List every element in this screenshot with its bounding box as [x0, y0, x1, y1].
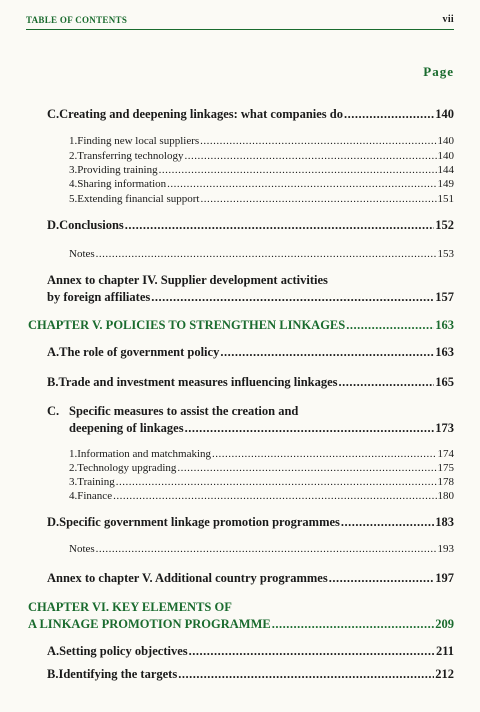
header-title: TABLE OF CONTENTS	[26, 15, 128, 25]
toc-entry-b-targets[interactable]	[47, 667, 454, 682]
leader-dots	[159, 164, 437, 176]
toc-entry-s4[interactable]	[69, 490, 454, 502]
entry-page: 157	[435, 290, 454, 304]
entry-page: 193	[437, 543, 454, 555]
entry-page: 175	[437, 462, 454, 474]
entry-text: Conclusions	[59, 218, 124, 232]
entry-text: Specific measures to assist the creation and	[69, 404, 299, 418]
running-header	[26, 14, 454, 25]
entry-text: Extending financial support	[77, 193, 200, 205]
leader-dots	[341, 515, 434, 530]
toc-entry-annex-5[interactable]	[47, 571, 454, 586]
entry-label: 3.	[69, 164, 78, 176]
toc-entry-c-specific[interactable]	[69, 421, 454, 436]
entry-text: Technology upgrading	[77, 462, 177, 474]
entry-text: Training	[77, 476, 115, 488]
entry-page: 163	[435, 345, 454, 359]
entry-label: C.	[47, 107, 60, 121]
entry-label: A.	[47, 345, 60, 359]
leader-dots	[220, 345, 434, 360]
leader-dots	[344, 107, 434, 122]
entry-text: The role of government policy	[59, 345, 220, 359]
entry-label: 4.	[69, 490, 78, 502]
entry-label: D.	[47, 218, 60, 232]
toc-entry-c-creating[interactable]	[47, 107, 454, 122]
entry-text: Trade and investment measures influencing linkages	[58, 375, 338, 389]
entry-page: 174	[437, 448, 454, 460]
entry-page: 209	[435, 617, 454, 631]
leader-dots	[346, 318, 434, 333]
entry-label: A.	[47, 644, 60, 658]
entry-page: 151	[437, 193, 454, 205]
toc-entry-chapter-6[interactable]	[28, 617, 454, 632]
leader-dots	[96, 543, 437, 555]
toc-entry-a-role[interactable]	[47, 345, 454, 360]
entry-label: 1.	[69, 135, 78, 147]
entry-page: 152	[435, 218, 454, 232]
leader-dots	[272, 617, 435, 632]
leader-dots	[177, 462, 436, 474]
entry-label: 1.	[69, 448, 78, 460]
entry-page: 183	[435, 515, 454, 529]
leader-dots	[178, 667, 434, 682]
entry-text: Providing training	[77, 164, 158, 176]
toc-entry-c5[interactable]	[69, 193, 454, 205]
entry-text: Finding new local suppliers	[77, 135, 200, 147]
leader-dots	[339, 375, 435, 390]
entry-text: Creating and deepening linkages: what companies do	[59, 107, 343, 121]
leader-dots	[184, 150, 436, 162]
page-column-label: Page	[423, 64, 454, 79]
toc-entry-c3[interactable]	[69, 164, 454, 176]
entry-page: 144	[437, 164, 454, 176]
entry-text: CHAPTER V. POLICIES TO STRENGTHEN LINKAGES	[28, 318, 346, 332]
entry-page: 153	[437, 248, 454, 260]
entry-text: Identifying the targets	[58, 667, 178, 681]
entry-page: 140	[437, 150, 454, 162]
entry-label: 3.	[69, 476, 78, 488]
entry-label: C.	[47, 404, 60, 418]
entry-text: by foreign affiliates	[47, 290, 151, 304]
leader-dots	[116, 476, 437, 488]
entry-text: Notes	[69, 543, 95, 555]
leader-dots	[200, 193, 436, 205]
entry-page: 140	[437, 135, 454, 147]
header-page-number: vii	[442, 14, 454, 25]
entry-label: D.	[47, 515, 60, 529]
leader-dots	[151, 290, 434, 305]
toc-entry-c-specific-line1	[47, 404, 298, 419]
entry-text: Annex to chapter V. Additional country programmes	[47, 571, 328, 585]
toc-entry-s1[interactable]	[69, 448, 454, 460]
entry-label: 2.	[69, 462, 78, 474]
entry-label: B.	[47, 667, 59, 681]
toc-entry-annex-4[interactable]	[47, 290, 454, 305]
leader-dots	[212, 448, 436, 460]
toc-entry-chapter-5[interactable]	[28, 318, 454, 333]
toc-entry-chapter-6-line1: CHAPTER VI. KEY ELEMENTS OF	[28, 600, 232, 614]
entry-text: Transferring technology	[77, 150, 184, 162]
entry-page: 180	[437, 490, 454, 502]
entry-label: B.	[47, 375, 59, 389]
entry-page: 212	[435, 667, 454, 681]
toc-entry-notes-2[interactable]	[69, 543, 454, 555]
toc-entry-c4[interactable]	[69, 178, 454, 190]
entry-page: 149	[437, 178, 454, 190]
entry-page: 173	[435, 421, 454, 435]
leader-dots	[185, 421, 435, 436]
entry-page: 178	[437, 476, 454, 488]
entry-text: Setting policy objectives	[59, 644, 188, 658]
entry-text: A LINKAGE PROMOTION PROGRAMME	[28, 617, 271, 631]
toc-entry-s3[interactable]	[69, 476, 454, 488]
toc-entry-notes-1[interactable]	[69, 248, 454, 260]
entry-label: 5.	[69, 193, 78, 205]
toc-entry-a-setting[interactable]	[47, 644, 454, 659]
entry-page: 211	[435, 644, 454, 658]
entry-text: Specific government linkage promotion programmes	[59, 515, 340, 529]
leader-dots	[125, 218, 434, 233]
leader-dots	[329, 571, 435, 586]
leader-dots	[113, 490, 436, 502]
toc-entry-d-conclusions[interactable]	[47, 218, 454, 233]
entry-label: 2.	[69, 150, 78, 162]
entry-text: Finance	[77, 490, 113, 502]
toc-entry-b-trade[interactable]	[47, 375, 454, 390]
entry-page: 163	[435, 318, 454, 332]
toc-entry-s2[interactable]	[69, 462, 454, 474]
toc-entry-c2[interactable]	[69, 150, 454, 162]
entry-label: 4.	[69, 178, 78, 190]
entry-page: 165	[435, 375, 454, 389]
entry-page: 197	[435, 571, 454, 585]
toc-entry-d-programmes[interactable]	[47, 515, 454, 530]
entry-text: Information and matchmaking	[77, 448, 212, 460]
leader-dots	[96, 248, 437, 260]
leader-dots	[167, 178, 436, 190]
header-rule	[26, 29, 454, 30]
entry-text: deepening of linkages	[69, 421, 184, 435]
leader-dots	[189, 644, 435, 659]
entry-page: 140	[435, 107, 454, 121]
entry-text: Notes	[69, 248, 95, 260]
toc-entry-c1[interactable]	[69, 135, 454, 147]
entry-text: Sharing information	[77, 178, 167, 190]
toc-entry-annex-4-line1: Annex to chapter IV. Supplier development activities	[47, 273, 328, 287]
leader-dots	[200, 135, 436, 147]
